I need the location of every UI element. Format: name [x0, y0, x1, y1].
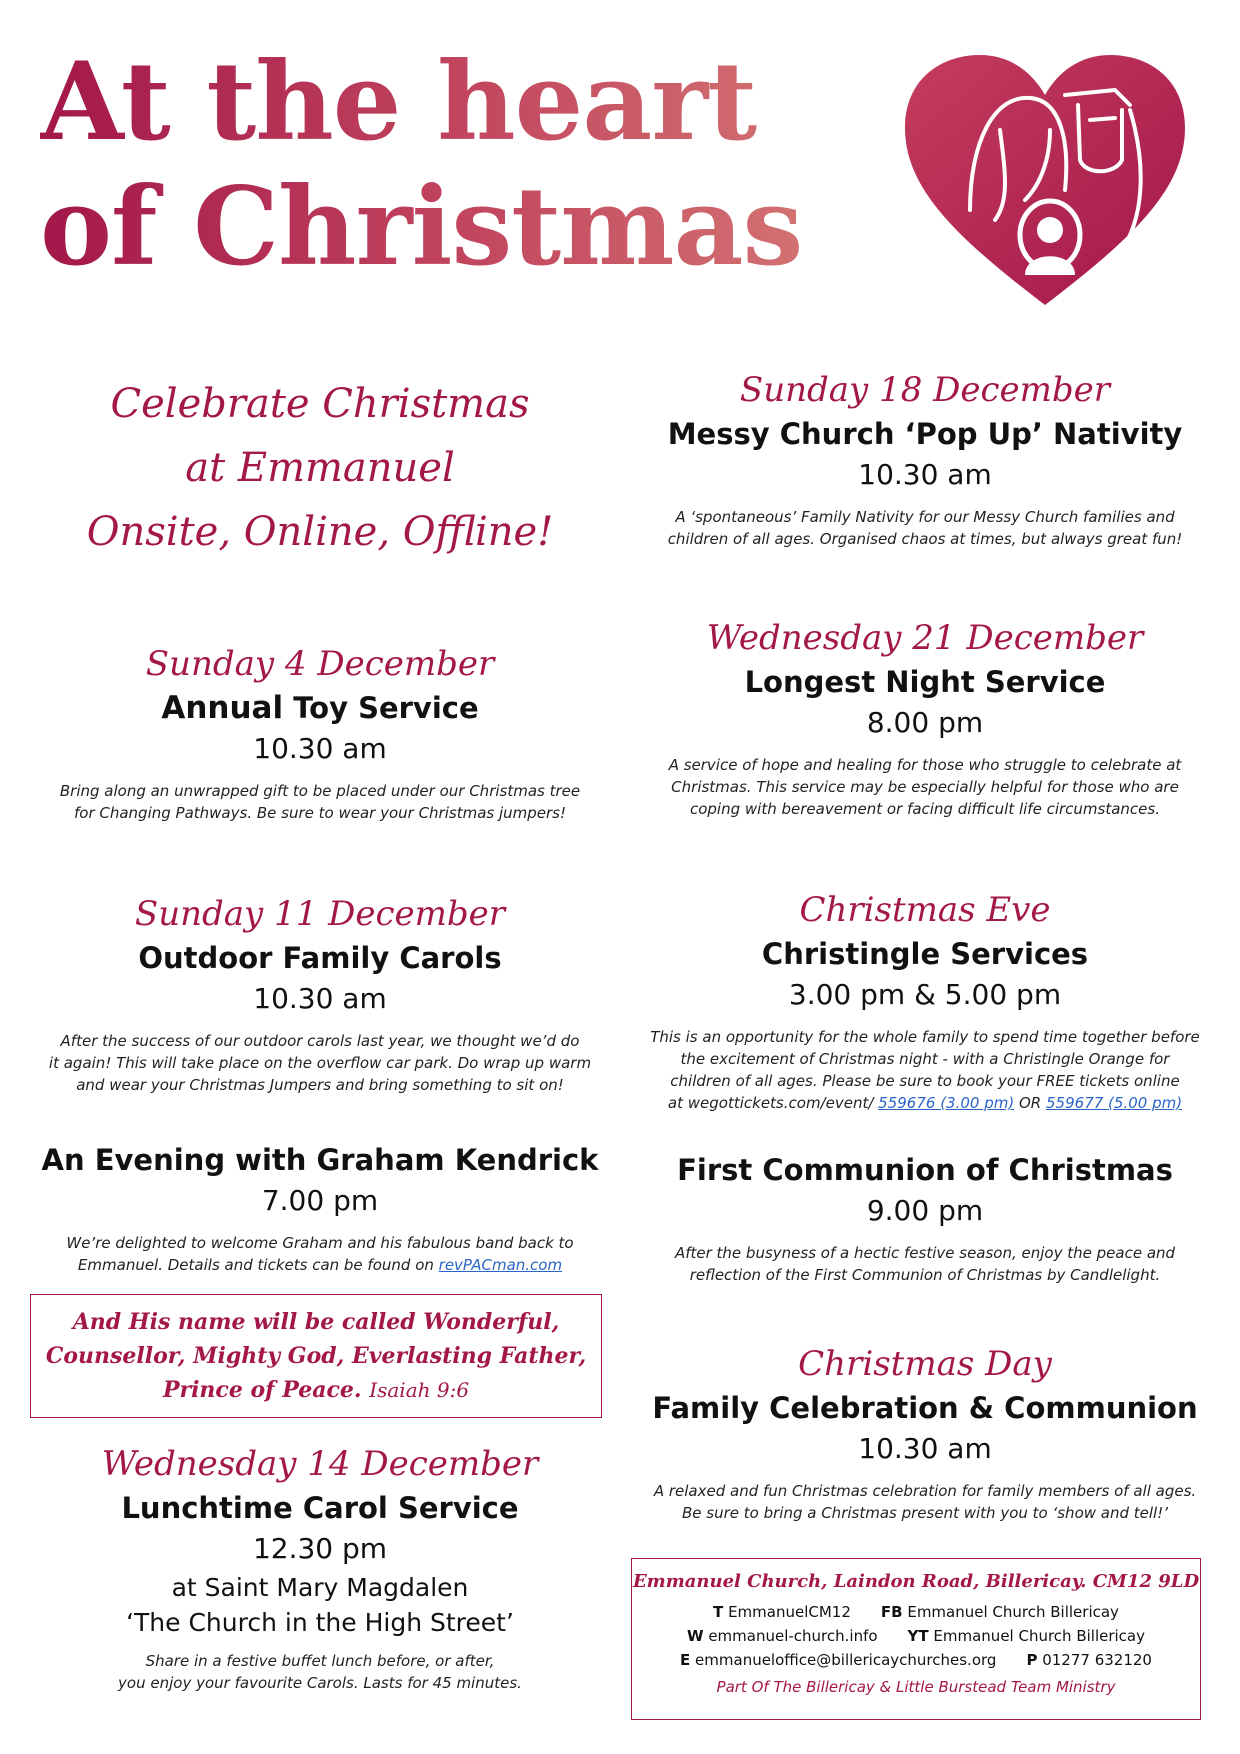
title-line-1: At the heart — [40, 40, 900, 165]
event-time: 10.30 am — [858, 458, 992, 491]
event-description — [640, 1480, 1210, 1524]
holy-family-heart-icon — [900, 50, 1190, 310]
contact-label: P — [1026, 1651, 1038, 1669]
event-dec-14 — [30, 1440, 610, 1694]
event-first-communion — [640, 1150, 1210, 1286]
desc-line: After the busyness of a hectic festive season, enjoy the peace and — [674, 1244, 1176, 1262]
revpacman-link[interactable]: revPACman.com — [438, 1256, 563, 1274]
contact-row — [632, 1648, 1200, 1672]
event-description — [640, 1026, 1210, 1114]
event-time: 8.00 pm — [866, 706, 984, 739]
quote-line-2: Counsellor, Mighty God, Everlasting Father, — [45, 1343, 587, 1369]
event-description — [640, 1242, 1210, 1286]
desc-or: OR — [1019, 1094, 1042, 1112]
desc-line: children of all ages. Organised chaos at times, but always great fun! — [667, 530, 1183, 548]
desc-line: children of all ages. Please be sure to book your FREE tickets online — [670, 1072, 1180, 1090]
event-venue-nickname: ‘The Church in the High Street’ — [126, 1608, 514, 1637]
event-description — [30, 1650, 610, 1694]
event-dec-21 — [640, 614, 1210, 820]
desc-text: Emmanuel. Details and tickets can be found on — [77, 1256, 434, 1274]
contact-value: Emmanuel Church Billericay — [907, 1603, 1119, 1621]
event-day: Christmas Eve — [799, 890, 1051, 930]
contact-value: Emmanuel Church Billericay — [933, 1627, 1145, 1645]
desc-line: reflection of the First Communion of Christmas by Candlelight. — [689, 1266, 1161, 1284]
facebook-contact — [881, 1600, 1119, 1624]
desc-line: for Changing Pathways. Be sure to wear your Christmas jumpers! — [73, 804, 567, 822]
youtube-contact — [908, 1624, 1145, 1648]
intro-line-2: at Emmanuel — [185, 445, 455, 491]
desc-line — [640, 1092, 1210, 1114]
event-description — [640, 506, 1210, 550]
event-title-part-a: Annual — [161, 690, 284, 726]
church-address: Emmanuel Church, Laindon Road, Billericay. CM12 9LD — [632, 1571, 1200, 1592]
contact-value: emmanuel-church.info — [708, 1627, 878, 1645]
event-description — [30, 780, 610, 824]
desc-line: This is an opportunity for the whole family to spend time together before — [650, 1028, 1200, 1046]
event-day: Wednesday 21 December — [706, 618, 1144, 658]
desc-line: After the success of our outdoor carols last year, we thought we’d do — [60, 1032, 580, 1050]
contact-box — [631, 1558, 1201, 1720]
desc-line: Bring along an unwrapped gift to be placed under our Christmas tree — [59, 782, 581, 800]
scripture-quote-box — [30, 1294, 602, 1418]
event-title: Messy Church ‘Pop Up’ Nativity — [667, 417, 1183, 451]
intro-line-1: Celebrate Christmas — [110, 381, 530, 427]
event-time: 10.30 am — [253, 732, 387, 765]
desc-line: Share in a festive buffet lunch before, or after, — [145, 1652, 495, 1670]
event-time: 3.00 pm & 5.00 pm — [788, 978, 1062, 1011]
team-ministry: Part Of The Billericay & Little Burstead Team Ministry — [716, 1678, 1116, 1696]
title-line-2: of Christmas — [40, 165, 900, 290]
event-title-part-b: Toy Service — [293, 691, 479, 725]
twitter-contact — [713, 1600, 851, 1624]
event-time: 10.30 am — [253, 982, 387, 1015]
desc-line: Christmas. This service may be especially helpful for those who are — [671, 778, 1179, 796]
event-day: Sunday 11 December — [134, 894, 506, 934]
event-time: 9.00 pm — [866, 1194, 984, 1227]
event-graham-kendrick — [30, 1140, 610, 1276]
event-description — [30, 1030, 610, 1096]
event-dec-11 — [30, 890, 610, 1096]
contact-label: E — [680, 1651, 691, 1669]
event-title: Family Celebration & Communion — [652, 1391, 1198, 1425]
event-time: 7.00 pm — [261, 1184, 379, 1217]
desc-line — [30, 1254, 610, 1276]
desc-line: We’re delighted to welcome Graham and his fabulous band back to — [66, 1234, 574, 1252]
desc-line: Be sure to bring a Christmas present with you to ‘show and tell!’ — [682, 1504, 1168, 1522]
event-description — [30, 1232, 610, 1276]
desc-line: A relaxed and fun Christmas celebration for family members of all ages. — [653, 1482, 1197, 1500]
contact-value: EmmanuelCM12 — [728, 1603, 851, 1621]
ticket-link-3pm[interactable]: 559676 (3.00 pm) — [878, 1094, 1015, 1112]
contact-label: T — [713, 1603, 724, 1621]
desc-line: it again! This will take place on the overflow car park. Do wrap up warm — [48, 1054, 592, 1072]
event-title: First Communion of Christmas — [677, 1153, 1173, 1187]
email-contact — [680, 1648, 996, 1672]
desc-line: A service of hope and healing for those who struggle to celebrate at — [668, 756, 1182, 774]
contact-row — [632, 1624, 1200, 1648]
event-title: Christingle Services — [761, 937, 1089, 971]
event-day: Sunday 18 December — [739, 370, 1111, 410]
desc-line: and wear your Christmas Jumpers and bring something to sit on! — [76, 1076, 564, 1094]
event-day: Wednesday 14 December — [101, 1444, 539, 1484]
event-title: Outdoor Family Carols — [138, 941, 502, 975]
quote-line-1: And His name will be called Wonderful, — [72, 1309, 560, 1335]
contact-label: YT — [907, 1627, 929, 1645]
event-title: Longest Night Service — [744, 665, 1106, 699]
website-contact — [687, 1624, 878, 1648]
quote-reference: Isaiah 9:6 — [369, 1378, 470, 1402]
event-description — [640, 754, 1210, 820]
contact-label: FB — [880, 1603, 903, 1621]
event-day: Christmas Day — [798, 1344, 1052, 1384]
event-title — [30, 688, 610, 728]
ticket-link-5pm[interactable]: 559677 (5.00 pm) — [1046, 1094, 1183, 1112]
event-title: Lunchtime Carol Service — [121, 1491, 519, 1525]
event-christmas-eve — [640, 886, 1210, 1114]
event-dec-4 — [30, 640, 610, 824]
contact-value: emmanueloffice@billericaychurches.org — [695, 1651, 997, 1669]
desc-line: coping with bereavement or facing difficult life circumstances. — [689, 800, 1160, 818]
desc-line: the excitement of Christmas night - with a Christingle Orange for — [680, 1050, 1170, 1068]
desc-line: you enjoy your favourite Carols. Lasts for 45 minutes. — [118, 1674, 522, 1692]
event-time: 12.30 pm — [252, 1532, 388, 1565]
intro-line-3: Onsite, Online, Offline! — [86, 509, 554, 555]
event-christmas-day — [640, 1340, 1210, 1524]
event-day: Sunday 4 December — [145, 644, 495, 684]
event-title: An Evening with Graham Kendrick — [41, 1143, 599, 1177]
contact-label: W — [686, 1627, 704, 1645]
page-title — [40, 40, 900, 290]
contact-value: 01277 632120 — [1042, 1651, 1152, 1669]
quote-line-3 — [31, 1373, 601, 1407]
event-dec-18 — [640, 366, 1210, 550]
contact-row — [632, 1600, 1200, 1624]
quote-text: Prince of Peace. — [162, 1377, 362, 1403]
desc-text: at wegottickets.com/event/ — [667, 1094, 874, 1112]
intro-heading — [30, 372, 610, 564]
desc-line: A ‘spontaneous’ Family Nativity for our Messy Church families and — [675, 508, 1175, 526]
event-time: 10.30 am — [858, 1432, 992, 1465]
event-venue: at Saint Mary Magdalen — [171, 1573, 469, 1602]
phone-contact — [1026, 1648, 1152, 1672]
